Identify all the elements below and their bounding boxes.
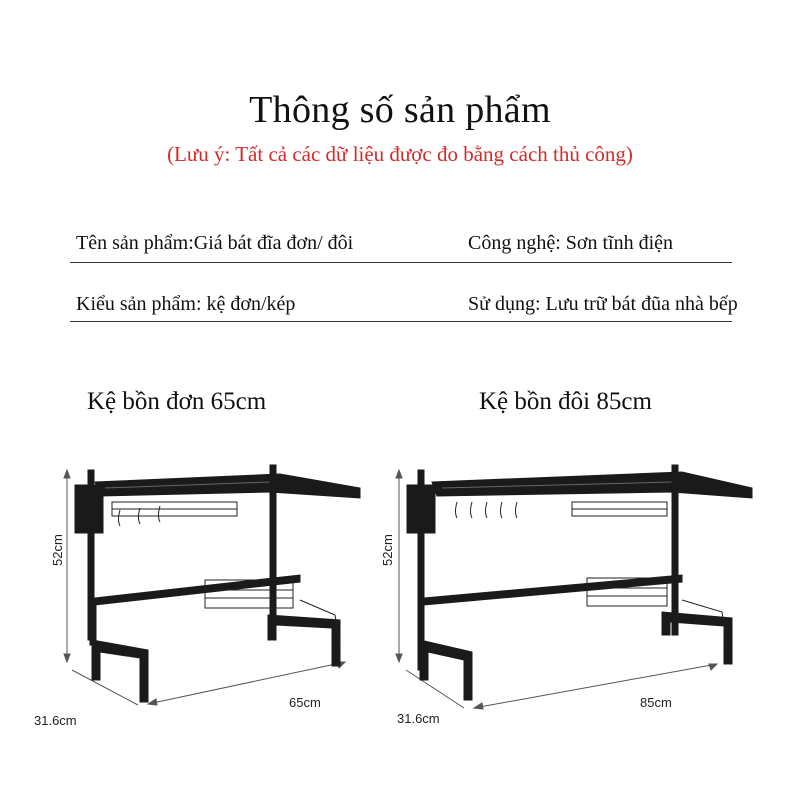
double-height-label: 52cm (380, 534, 395, 566)
spec-usage: Sử dụng: Lưu trữ bát đũa nhà bếp (468, 293, 738, 315)
spec-technology: Công nghệ: Sơn tĩnh điện (468, 232, 674, 254)
divider (70, 262, 732, 263)
single-depth-label: 31.6cm (34, 713, 77, 728)
divider (70, 321, 732, 322)
single-width-label: 65cm (289, 695, 321, 710)
single-rack-illustration (0, 440, 400, 740)
single-height-label: 52cm (50, 534, 65, 566)
double-rack-title: Kệ bồn đôi 85cm (479, 388, 652, 415)
double-rack-illustration (392, 440, 792, 740)
spec-product-type: Kiểu sản phẩm: kệ đơn/kép (76, 293, 296, 315)
spec-product-name: Tên sản phẩm:Giá bát đĩa đơn/ đôi (76, 232, 354, 254)
single-rack-title: Kệ bồn đơn 65cm (87, 388, 267, 415)
measurement-note: (Lưu ý: Tất cả các dữ liệu được đo bằng cách thủ công) (167, 142, 633, 166)
double-width-label: 85cm (640, 695, 672, 710)
double-depth-label: 31.6cm (397, 711, 440, 726)
page-title: Thông số sản phẩm (249, 89, 551, 131)
